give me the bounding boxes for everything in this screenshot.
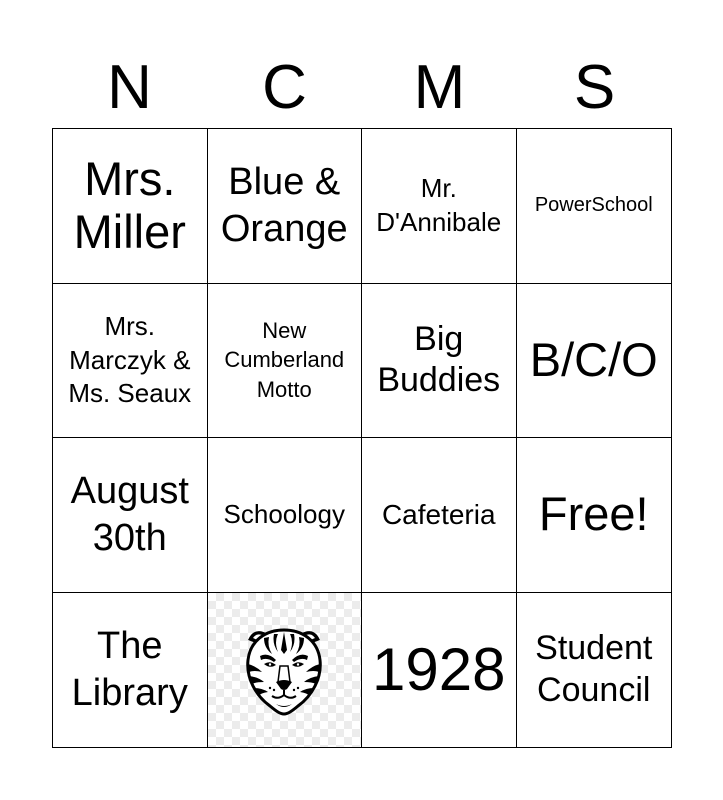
cell-text: Blue & Orange [220, 161, 348, 250]
bingo-header [52, 48, 672, 128]
cell-text: Student Council [535, 629, 653, 709]
bingo-cell-r4c3[interactable] [362, 593, 517, 748]
bingo-cell-r4c2[interactable] [208, 593, 363, 748]
cell-text: Mrs. Marczyk & Ms. Seaux [68, 311, 192, 408]
cell-text: 1928 [372, 636, 506, 704]
header-letter-m: M [413, 53, 466, 122]
cell-text: Big Buddies [377, 319, 501, 400]
tiger-head-icon [234, 620, 334, 720]
cell-text: Mr. D'Annibale [376, 173, 502, 237]
bingo-board [52, 128, 672, 748]
bingo-cell-r4c4[interactable] [517, 593, 672, 748]
bingo-cell-r2c1[interactable] [53, 284, 208, 439]
bingo-cell-r4c1[interactable] [53, 593, 208, 748]
bingo-cell-r3c1[interactable] [53, 438, 208, 593]
header-letter-s: S [573, 53, 616, 122]
bingo-cell-r2c4[interactable] [517, 284, 672, 439]
cell-text: PowerSchool [534, 194, 653, 217]
bingo-cell-r3c2[interactable] [208, 438, 363, 593]
bingo-cell-r1c4[interactable] [517, 129, 672, 284]
cell-text: B/C/O [529, 332, 658, 386]
cell-text: New Cumberland Motto [224, 317, 345, 403]
cell-text: Free! [538, 487, 649, 541]
cell-text: The Library [71, 625, 188, 714]
bingo-cell-r3c4[interactable] [517, 438, 672, 593]
bingo-cell-r1c1[interactable] [53, 129, 208, 284]
cell-text: Schoology [223, 499, 345, 530]
header-letter-n: N [107, 53, 152, 122]
cell-text: August 30th [70, 470, 189, 559]
bingo-cell-r1c3[interactable] [362, 129, 517, 284]
header-letter-c: C [262, 53, 307, 122]
cell-text: Mrs. Miller [73, 152, 186, 258]
bingo-cell-r3c3[interactable] [362, 438, 517, 593]
bingo-cell-r1c2[interactable] [208, 129, 363, 284]
bingo-cell-r2c3[interactable] [362, 284, 517, 439]
bingo-cell-r2c2[interactable] [208, 284, 363, 439]
cell-text: Cafeteria [381, 498, 496, 530]
